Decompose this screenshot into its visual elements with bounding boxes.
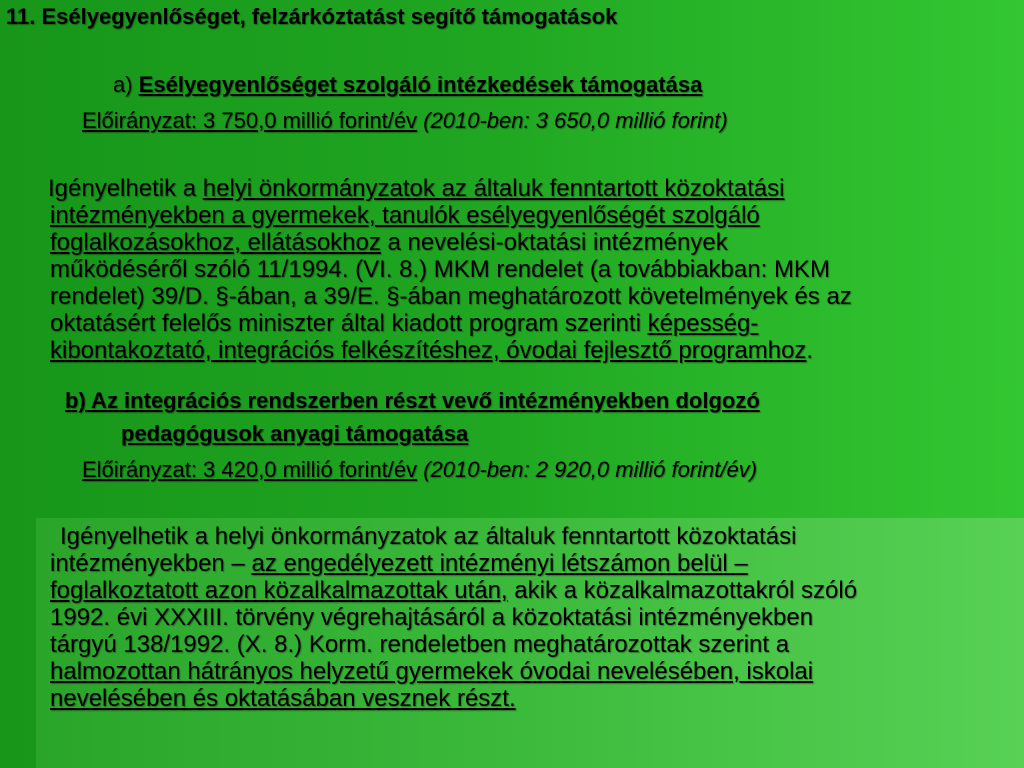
section-a-prefix: a) (113, 72, 133, 97)
section-a-title: Esélyegyenlőséget szolgáló intézkedések támogatása (138, 72, 703, 97)
section-a-text: Igényelhetik a (48, 175, 203, 202)
section-b-body (50, 523, 857, 712)
section-b-text: Igényelhetik a helyi önkormányzatok az általuk fenntartott közoktatási (60, 523, 797, 550)
section-b-text: intézményekben – (50, 550, 252, 577)
section-b-text: 1992. évi XXXIII. törvény végrehajtásáról a közoktatási intézményekben (50, 604, 814, 631)
section-b-heading-line2: pedagógusok anyagi támogatása (121, 421, 469, 446)
section-a-link-text: helyi önkormányzatok az általuk fenntartott közoktatási (202, 175, 785, 202)
section-a-text: rendelet) 39/D. §-ában, a 39/E. §-ában meghatározott követelmények és az (50, 283, 852, 310)
section-a-budget (82, 108, 728, 134)
section-b-budget-label: Előirányzat: 3 420,0 millió forint/év (82, 457, 418, 482)
section-a-link-text: intézményekben a gyermekek, tanulók esélyegyenlőségét szolgáló (50, 202, 760, 229)
section-b-link-text: nevelésében és oktatásában vesznek részt. (50, 685, 516, 712)
section-b-budget (82, 457, 757, 483)
section-b-budget-note: (2010-ben: 2 920,0 millió forint/év) (423, 457, 758, 482)
section-a-budget-note: (2010-ben: 3 650,0 millió forint) (423, 108, 728, 133)
section-a-text: működéséről szóló 11/1994. (VI. 8.) MKM rendelet (a továbbiakban: MKM (50, 256, 830, 283)
section-b-text: akik a közalkalmazottakról szóló (507, 577, 858, 604)
section-a-link-text: foglalkozásokhoz, ellátásokhoz (50, 229, 381, 256)
section-b-heading-line1: b) Az integrációs rendszerben részt vevő intézményekben dolgozó (65, 388, 760, 413)
section-a-link-text: képesség- (647, 310, 759, 337)
section-a-text: oktatásért felelős miniszter által kiadott program szerinti (50, 310, 648, 337)
section-a-text: a nevelési-oktatási intézmények (380, 229, 728, 256)
section-a-body (50, 175, 852, 364)
section-b-link-text: halmozottan hátrányos helyzetű gyermekek óvodai nevelésében, iskolai (50, 658, 814, 685)
section-b-link-text: foglalkoztatott azon közalkalmazottak után, (50, 577, 508, 604)
section-a-budget-label: Előirányzat: 3 750,0 millió forint/év (82, 108, 418, 133)
section-a-text: . (806, 337, 814, 364)
section-b-text: tárgyú 138/1992. (X. 8.) Korm. rendeletben meghatározottak szerint a (50, 631, 790, 658)
section-b-link-text: az engedélyezett intézményi létszámon belül – (251, 550, 748, 577)
section-a-heading (113, 72, 702, 98)
page-title: 11. Esélyegyenlőséget, felzárkóztatást segítő támogatások (6, 4, 618, 29)
section-a-link-text: kibontakoztató, integrációs felkészítéshez, óvodai fejlesztő programhoz (50, 337, 807, 364)
